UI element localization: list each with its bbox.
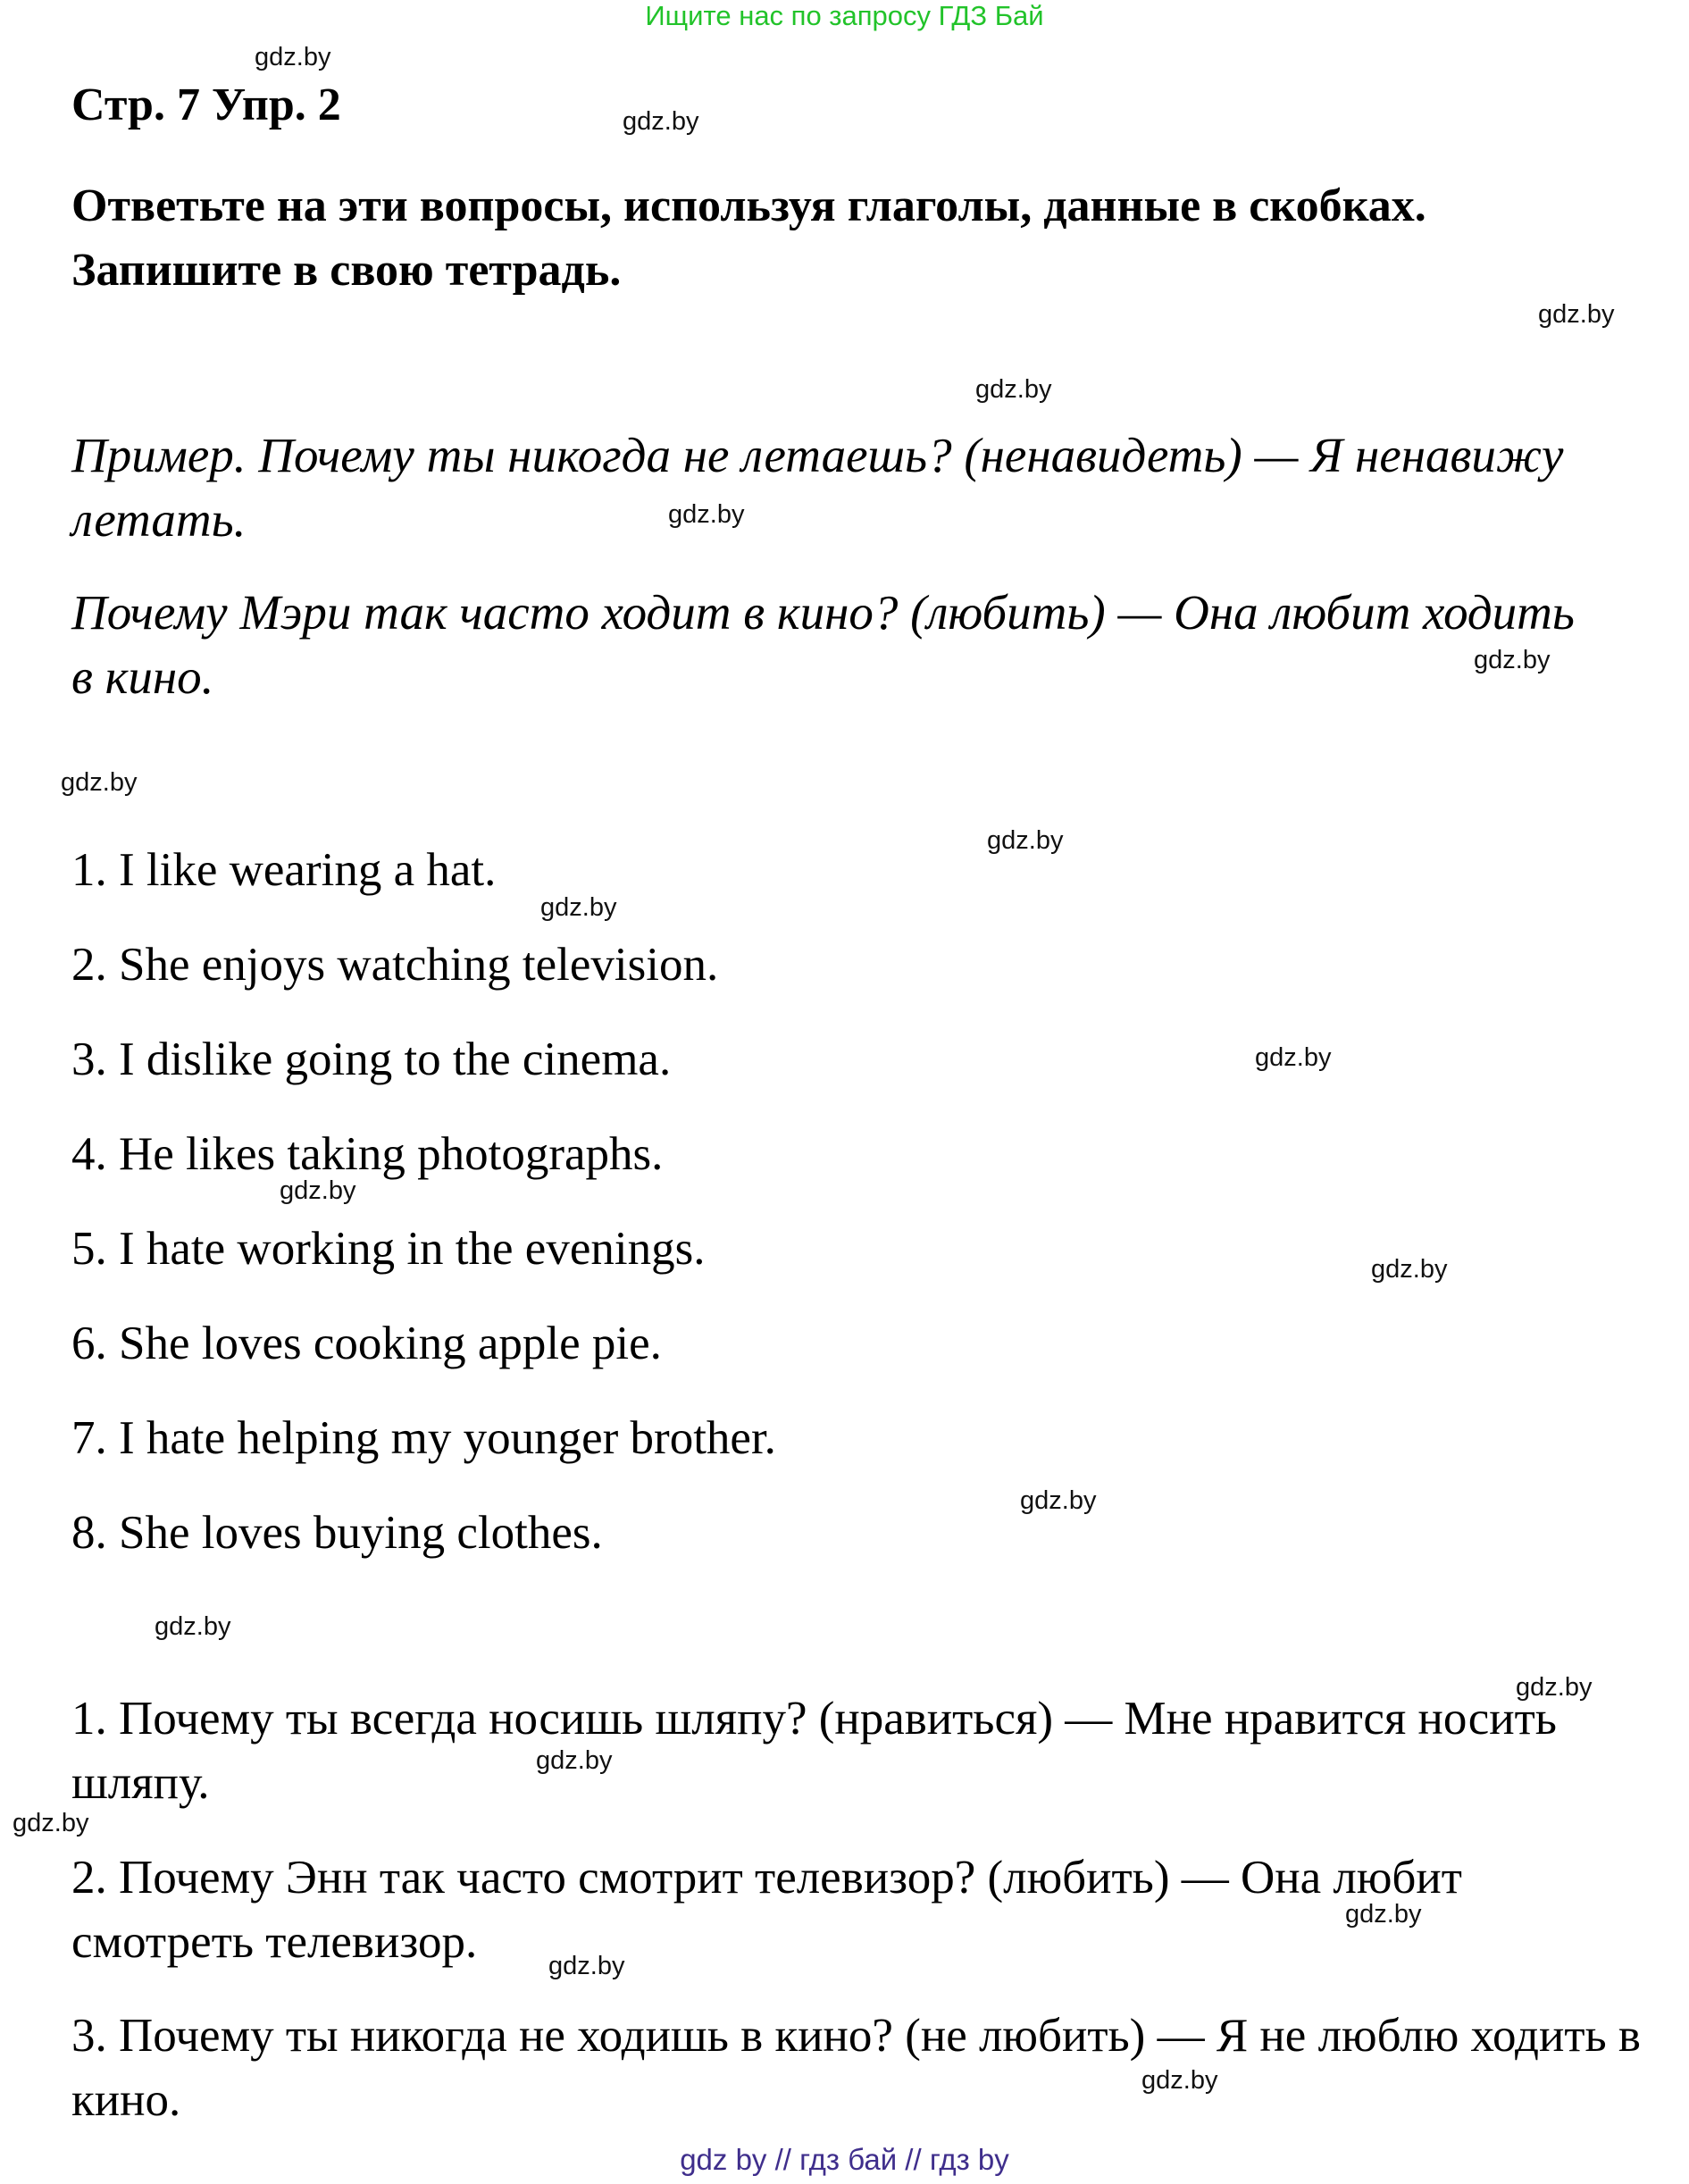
answer-2: 2. She enjoys watching television.: [71, 939, 719, 991]
watermark: gdz.by: [668, 500, 745, 529]
answer-7: 7. I hate helping my younger brother.: [71, 1412, 776, 1464]
watermark: gdz.by: [61, 768, 138, 797]
answer-6: 6. She loves cooking apple pie.: [71, 1318, 662, 1369]
watermark: gdz.by: [1516, 1673, 1593, 1702]
example-1: Пример. Почему ты никогда не летаешь? (ненавидеть) — Я ненавижу летать.: [71, 428, 1564, 547]
watermark: gdz.by: [155, 1612, 231, 1641]
watermark: gdz.by: [1141, 2066, 1218, 2095]
answer-5: 5. I hate working in the evenings.: [71, 1223, 706, 1275]
page-title: Стр. 7 Упр. 2: [71, 79, 341, 130]
watermark: gdz.by: [13, 1809, 89, 1837]
watermark: gdz.by: [1474, 646, 1551, 674]
footer-links: gdz by // гдз бай // гдз by: [680, 2143, 1009, 2176]
watermark: gdz.by: [1255, 1043, 1332, 1072]
exercise-instruction: Ответьте на эти вопросы, используя глаголы, данные в скобках. Запишите в свою тетрадь.: [71, 180, 1426, 296]
watermark: gdz.by: [536, 1746, 613, 1775]
watermark: gdz.by: [1345, 1900, 1422, 1929]
translation-2: 2. Почему Энн так часто смотрит телевизор? (любить) — Она любит смотреть телевизор.: [71, 1852, 1462, 1968]
answer-1: 1. I like wearing a hat.: [71, 844, 497, 896]
watermark: gdz.by: [623, 107, 699, 136]
search-banner: Ищите нас по запросу ГДЗ Бай: [645, 0, 1044, 31]
watermark: gdz.by: [548, 1952, 625, 1980]
answer-4: 4. He likes taking photographs.: [71, 1128, 664, 1180]
answer-8: 8. She loves buying clothes.: [71, 1507, 603, 1559]
watermark: gdz.by: [1020, 1486, 1097, 1515]
translation-1: 1. Почему ты всегда носишь шляпу? (нравиться) — Мне нравится носить шляпу.: [71, 1693, 1557, 1809]
translation-3: 3. Почему ты никогда не ходишь в кино? (не любить) — Я не люблю ходить в кино.: [71, 2010, 1641, 2126]
answer-3: 3. I dislike going to the cinema.: [71, 1033, 672, 1085]
example-2: Почему Мэри так часто ходит в кино? (любить) — Она любит ходить в кино.: [71, 585, 1575, 704]
watermark: gdz.by: [1538, 300, 1615, 329]
watermark: gdz.by: [975, 375, 1052, 404]
watermark: gdz.by: [540, 893, 617, 922]
watermark: gdz.by: [987, 826, 1064, 855]
watermark: gdz.by: [280, 1176, 356, 1205]
watermark: gdz.by: [1371, 1255, 1448, 1284]
watermark: gdz.by: [255, 43, 331, 71]
